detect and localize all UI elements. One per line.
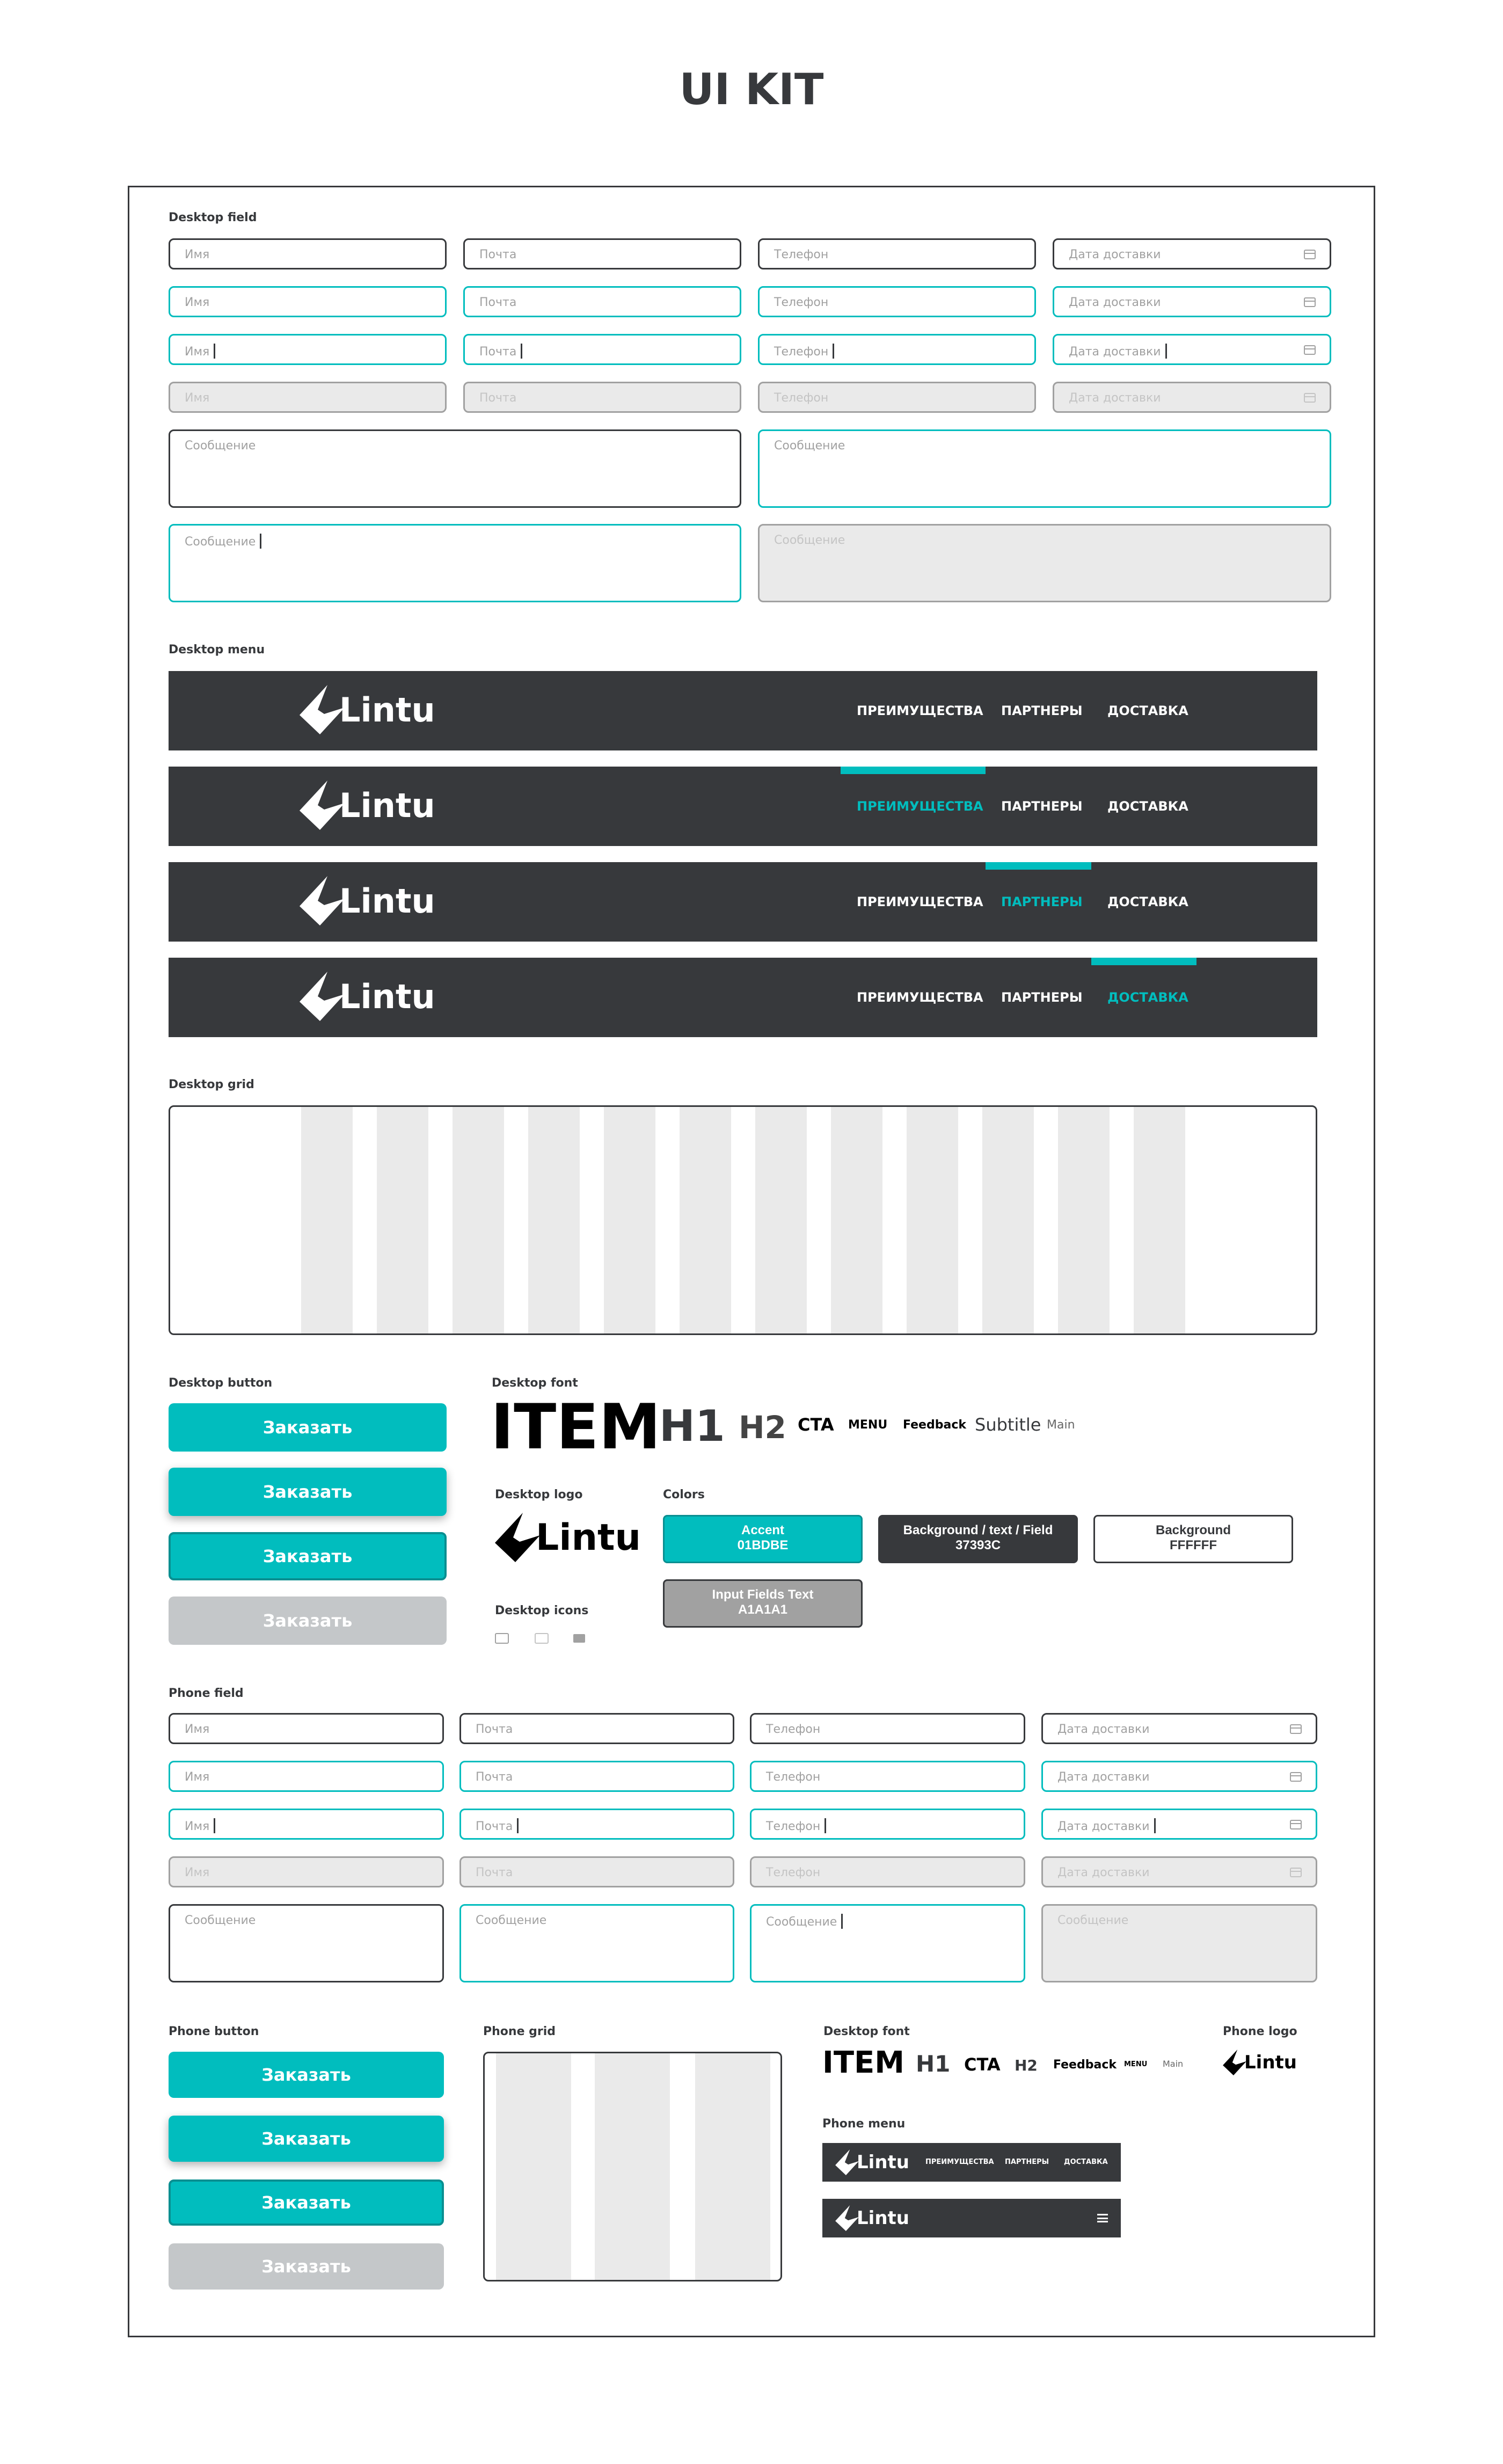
font-sample-menu: MENU <box>848 1418 888 1432</box>
text-cursor <box>825 1818 826 1833</box>
phone-menu-collapsed <box>822 2199 1121 2237</box>
lintu-logo[interactable]: Lintu <box>300 685 435 734</box>
grid-column <box>301 1107 353 1333</box>
date-field-disabled: Дата доставки <box>1053 382 1331 413</box>
phone-font-sample-menu: MENU <box>1124 2060 1148 2068</box>
nav-delivery[interactable]: ДОСТАВКА <box>1107 703 1188 718</box>
name-field-hover[interactable]: Имя <box>169 286 447 317</box>
page-title: UI KIT <box>679 64 824 114</box>
text-cursor <box>841 1914 843 1929</box>
font-sample-h2: H2 <box>739 1409 786 1446</box>
lintu-logo-icon <box>835 2149 859 2175</box>
desktop-menu-delivery-active <box>169 958 1317 1037</box>
phone-font-sample-feedback: Feedback <box>1053 2058 1117 2072</box>
section-label-phone-button: Phone button <box>169 2025 259 2038</box>
grid-column <box>695 2053 770 2280</box>
lintu-logo-icon <box>835 2205 859 2231</box>
grid-column <box>377 1107 428 1333</box>
phone-phone-field-hover[interactable]: Телефон <box>750 1761 1025 1792</box>
phone-name-field-disabled: Имя <box>169 1856 444 1887</box>
nav-delivery[interactable]: ДОСТАВКА <box>1107 799 1188 814</box>
nav-advantages[interactable]: ПРЕИМУЩЕСТВА <box>925 2158 994 2166</box>
text-cursor <box>260 534 261 549</box>
phone-menu-expanded <box>822 2143 1121 2182</box>
phone-message-textarea[interactable]: Сообщение <box>169 1904 444 1982</box>
lintu-logo-icon <box>300 972 345 1021</box>
grid-column <box>528 1107 580 1333</box>
phone-email-field[interactable]: Почта <box>459 1713 734 1744</box>
nav-advantages[interactable]: ПРЕИМУЩЕСТВА <box>857 799 983 814</box>
calendar-icon[interactable] <box>1290 1772 1302 1782</box>
section-label-phone-font: Desktop font <box>823 2025 910 2038</box>
nav-delivery[interactable]: ДОСТАВКА <box>1064 2158 1108 2166</box>
grid-column <box>680 1107 731 1333</box>
email-field-disabled: Почта <box>463 382 741 413</box>
section-label-desktop-button: Desktop button <box>169 1376 273 1390</box>
grid-column <box>1134 1107 1185 1333</box>
calendar-icon[interactable] <box>1290 1820 1302 1829</box>
nav-partners[interactable]: ПАРТНЕРЫ <box>1005 2158 1049 2166</box>
phone-field-focus[interactable]: Телефон <box>758 334 1036 365</box>
section-label-phone-field: Phone field <box>169 1687 244 1700</box>
phone-date-field-hover[interactable]: Дата доставки <box>1041 1761 1317 1792</box>
calendar-icon[interactable] <box>1304 297 1316 307</box>
phone-grid <box>483 2052 782 2281</box>
desktop-menu-advantages-active <box>169 767 1317 846</box>
message-textarea-focus[interactable]: Сообщение <box>169 524 741 602</box>
lintu-logo-icon <box>300 876 345 925</box>
section-label-desktop-logo: Desktop logo <box>495 1488 583 1501</box>
text-cursor <box>214 1818 215 1833</box>
message-textarea[interactable]: Сообщение <box>169 429 741 508</box>
order-button-hover[interactable]: Заказать <box>169 1468 447 1516</box>
name-field-disabled: Имя <box>169 382 447 413</box>
phone-name-field-hover[interactable]: Имя <box>169 1761 444 1792</box>
lintu-logo[interactable]: Lintu <box>835 2149 909 2175</box>
calendar-icon <box>1290 1868 1302 1877</box>
lintu-logo[interactable]: Lintu <box>300 781 435 830</box>
font-sample-h1: H1 <box>659 1401 725 1451</box>
font-sample-feedback: Feedback <box>903 1418 966 1432</box>
nav-partners[interactable]: ПАРТНЕРЫ <box>1001 894 1083 909</box>
phone-date-field[interactable]: Дата доставки <box>1041 1713 1317 1744</box>
text-cursor <box>517 1818 519 1833</box>
grid-column <box>831 1107 882 1333</box>
phone-phone-field[interactable]: Телефон <box>750 1713 1025 1744</box>
lintu-logo[interactable]: Lintu <box>835 2205 909 2231</box>
phone-phone-field-disabled: Телефон <box>750 1856 1025 1887</box>
phone-font-sample-main: Main <box>1163 2059 1184 2069</box>
lintu-logo-icon <box>1223 2050 1246 2075</box>
phone-date-field-focus[interactable]: Дата доставки <box>1041 1809 1317 1840</box>
calendar-icon <box>495 1633 509 1644</box>
lintu-logo-icon <box>495 1513 540 1562</box>
name-field[interactable]: Имя <box>169 238 447 269</box>
phone-message-textarea-hover[interactable]: Сообщение <box>459 1904 734 1982</box>
section-label-phone-grid: Phone grid <box>483 2025 556 2038</box>
message-textarea-disabled: Сообщение <box>758 524 1331 602</box>
lintu-logo-icon <box>300 781 345 830</box>
desktop-grid <box>169 1105 1317 1335</box>
nav-advantages[interactable]: ПРЕИМУЩЕСТВА <box>857 703 983 718</box>
nav-partners[interactable]: ПАРТНЕРЫ <box>1001 703 1083 718</box>
nav-delivery[interactable]: ДОСТАВКА <box>1107 990 1188 1005</box>
nav-advantages[interactable]: ПРЕИМУЩЕСТВА <box>857 894 983 909</box>
font-sample-item: ITEM <box>491 1391 661 1463</box>
phone-message-textarea-disabled: Сообщение <box>1041 1904 1317 1982</box>
section-label-desktop-font: Desktop font <box>492 1376 578 1390</box>
phone-font-sample-cta: CTA <box>964 2054 1001 2075</box>
nav-advantages[interactable]: ПРЕИМУЩЕСТВА <box>857 990 983 1005</box>
font-sample-main: Main <box>1047 1418 1075 1432</box>
calendar-icon <box>1304 393 1316 403</box>
calendar-icon-filled <box>573 1634 585 1643</box>
desktop-menu-default <box>169 671 1317 750</box>
phone-name-field[interactable]: Имя <box>169 1713 444 1744</box>
phone-email-field-focus[interactable]: Почта <box>459 1809 734 1840</box>
phone-logo-sample: Lintu <box>1223 2050 1297 2075</box>
color-swatch-background: Background FFFFFF <box>1093 1515 1293 1563</box>
calendar-icon[interactable] <box>1304 345 1316 355</box>
grid-column <box>595 2053 670 2280</box>
email-field[interactable]: Почта <box>463 238 741 269</box>
date-field-focus[interactable]: Дата доставки <box>1053 334 1331 365</box>
color-swatch-dark: Background / text / Field 37393C <box>878 1515 1078 1563</box>
lintu-logo[interactable]: Lintu <box>300 876 435 925</box>
date-field[interactable]: Дата доставки <box>1053 238 1331 269</box>
name-field-focus[interactable]: Имя <box>169 334 447 365</box>
desktop-logo-sample: Lintu <box>495 1513 641 1562</box>
text-cursor <box>1165 344 1167 359</box>
text-cursor <box>521 344 522 359</box>
grid-column <box>1058 1107 1110 1333</box>
message-textarea-hover[interactable]: Сообщение <box>758 429 1331 508</box>
phone-message-textarea-focus[interactable]: Сообщение <box>750 1904 1025 1982</box>
lintu-logo[interactable]: Lintu <box>300 972 435 1021</box>
calendar-icon[interactable] <box>1290 1724 1302 1734</box>
grid-column <box>453 1107 504 1333</box>
order-button-disabled: Заказать <box>169 1597 447 1645</box>
phone-name-field-focus[interactable]: Имя <box>169 1809 444 1840</box>
phone-phone-field-focus[interactable]: Телефон <box>750 1809 1025 1840</box>
font-sample-cta: CTA <box>798 1415 834 1435</box>
section-label-phone-logo: Phone logo <box>1223 2025 1297 2038</box>
phone-font-sample-h1: H1 <box>916 2051 951 2077</box>
desktop-menu-partners-active <box>169 862 1317 942</box>
nav-partners[interactable]: ПАРТНЕРЫ <box>1001 990 1083 1005</box>
phone-email-field-hover[interactable]: Почта <box>459 1761 734 1792</box>
color-swatch-input-text: Input Fields Text A1A1A1 <box>663 1579 863 1628</box>
grid-column <box>755 1107 807 1333</box>
section-label-desktop-field: Desktop field <box>169 211 257 224</box>
color-swatch-accent: Accent 01BDBE <box>663 1515 863 1563</box>
text-cursor <box>833 344 834 359</box>
section-label-desktop-menu: Desktop menu <box>169 643 265 657</box>
font-sample-subtitle: Subtitle <box>975 1415 1041 1435</box>
calendar-icon[interactable] <box>1304 250 1316 259</box>
section-label-colors: Colors <box>663 1488 705 1501</box>
email-field-hover[interactable]: Почта <box>463 286 741 317</box>
text-cursor <box>1154 1818 1156 1833</box>
phone-font-sample-h2: H2 <box>1015 2057 1038 2074</box>
phone-font-sample-item: ITEM <box>822 2045 905 2080</box>
phone-order-button-hover[interactable]: Заказать <box>169 2116 444 2162</box>
hamburger-menu-icon[interactable] <box>1097 2214 1108 2222</box>
phone-order-button-disabled: Заказать <box>169 2243 444 2290</box>
order-button[interactable]: Заказать <box>169 1403 447 1452</box>
phone-order-button[interactable]: Заказать <box>169 2052 444 2098</box>
phone-order-button-pressed[interactable]: Заказать <box>169 2179 444 2226</box>
phone-field-hover[interactable]: Телефон <box>758 286 1036 317</box>
date-field-hover[interactable]: Дата доставки <box>1053 286 1331 317</box>
grid-column <box>496 2053 571 2280</box>
text-cursor <box>214 344 215 359</box>
grid-column <box>604 1107 655 1333</box>
section-label-desktop-grid: Desktop grid <box>169 1078 254 1091</box>
order-button-pressed[interactable]: Заказать <box>169 1532 447 1580</box>
grid-column <box>982 1107 1034 1333</box>
lintu-logo-icon <box>300 685 345 734</box>
phone-field[interactable]: Телефон <box>758 238 1036 269</box>
section-label-phone-menu: Phone menu <box>822 2117 906 2131</box>
nav-delivery[interactable]: ДОСТАВКА <box>1107 894 1188 909</box>
calendar-icon-disabled <box>535 1633 549 1644</box>
grid-column <box>907 1107 958 1333</box>
email-field-focus[interactable]: Почта <box>463 334 741 365</box>
phone-field-disabled: Телефон <box>758 382 1036 413</box>
nav-partners[interactable]: ПАРТНЕРЫ <box>1001 799 1083 814</box>
section-label-desktop-icons: Desktop icons <box>495 1604 589 1617</box>
phone-email-field-disabled: Почта <box>459 1856 734 1887</box>
phone-date-field-disabled: Дата доставки <box>1041 1856 1317 1887</box>
